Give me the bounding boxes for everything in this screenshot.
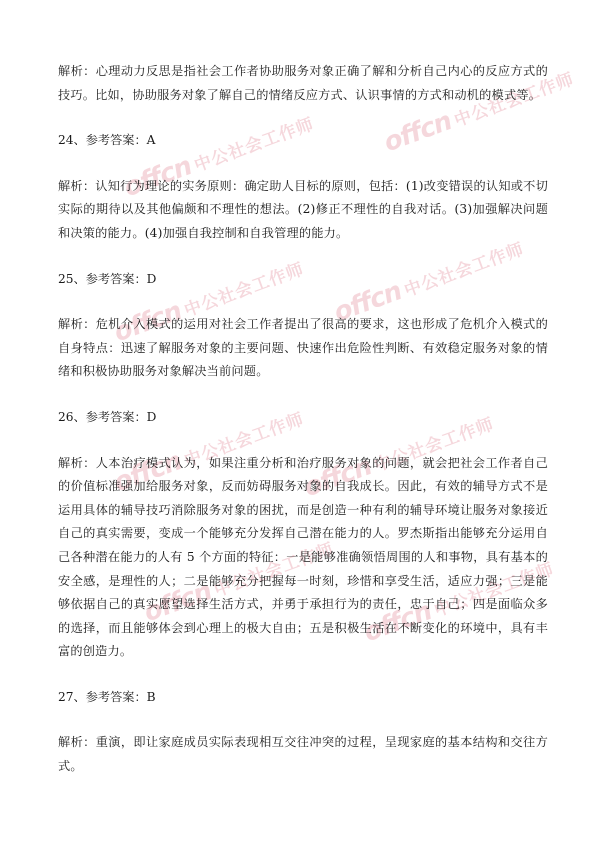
explanation-paragraph: 解析：重演，即让家庭成员实际表现相互交往冲突的过程，呈现家庭的基本结构和交往方式。 (58, 735, 548, 774)
watermark-logo: offcn中公社会工作师 (120, 114, 317, 204)
explanation-paragraph: 解析：心理动力反思是指社会工作者协助服务对象正确了解和分析自己内心的反应方式的技巧。比如，协助服务对象了解自己的情绪反应方式、认识事情的方式和动机的模式等。 (58, 64, 548, 102)
watermark-logo: offcn中公社会工作师 (380, 69, 577, 159)
watermark-logo: offcn中公社会工作师 (360, 559, 557, 649)
explanation-paragraph: 解析：人本治疗模式认为，如果注重分析和治疗服务对象的问题，就会把社会工作者自己的价值标准强加给服务对象，反而妨碍服务对象的自我成长。因此，有效的辅导方式不是运用具体的辅导技巧消除服务对象的困扰，而是创造一种有利的辅导环境让服务对象接近自己的真实需要，变成一个能够充分发挥自己潜在能力的人。罗杰斯指出能够充分运用自己各种潜在能力的人有 5 个方面的特征：一是能够准确领悟周围的人和事物，具有基本的安全感，是理性的人；二是能够充分把握每一时刻，珍惜和享受生活，适应力强；三是能够依据自己的真实愿望选择生活方式，并勇于承担行为的责任，忠于自己；四是面临众多的选择，而且能够体会到心理上的极大自由；五是积极生活在不断变化的环境中，具有丰富的创造力。 (58, 455, 548, 659)
answer-line: 27、参考答案：B (58, 689, 156, 704)
answer-line: 24、参考答案：A (58, 133, 156, 148)
watermark-logo: offcn中公社会工作师 (110, 259, 307, 349)
explanation-paragraph: 解析：危机介入模式的运用对社会工作者提出了很高的要求，这也形成了危机介入模式的自身特点：迅速了解服务对象的主要问题、快速作出危险性判断、有效稳定服务对象的情绪和积极协助服务对象解决当前问题。 (58, 317, 548, 379)
watermark-logo: offcn中公社会工作师 (300, 414, 497, 504)
watermark-logo: offcn中公社会工作师 (330, 239, 527, 329)
explanation-paragraph: 解析：认知行为理论的实务原则：确定助人目标的原则，包括：(1)改变错误的认知或不切实际的期待以及其他偏颇和不理性的想法。(2)修正不理性的自我对话。(3)加强解决问题和决策的能力。(4)加强自我控制和自我管理的能力。 (58, 178, 548, 240)
watermark-logo: offcn中公社会工作师 (110, 409, 307, 499)
answer-line: 25、参考答案：D (58, 271, 157, 286)
answer-line: 26、参考答案：D (58, 409, 157, 424)
watermark-logo: offcn中公社会工作师 (140, 539, 337, 629)
answer-key-content (58, 60, 548, 779)
